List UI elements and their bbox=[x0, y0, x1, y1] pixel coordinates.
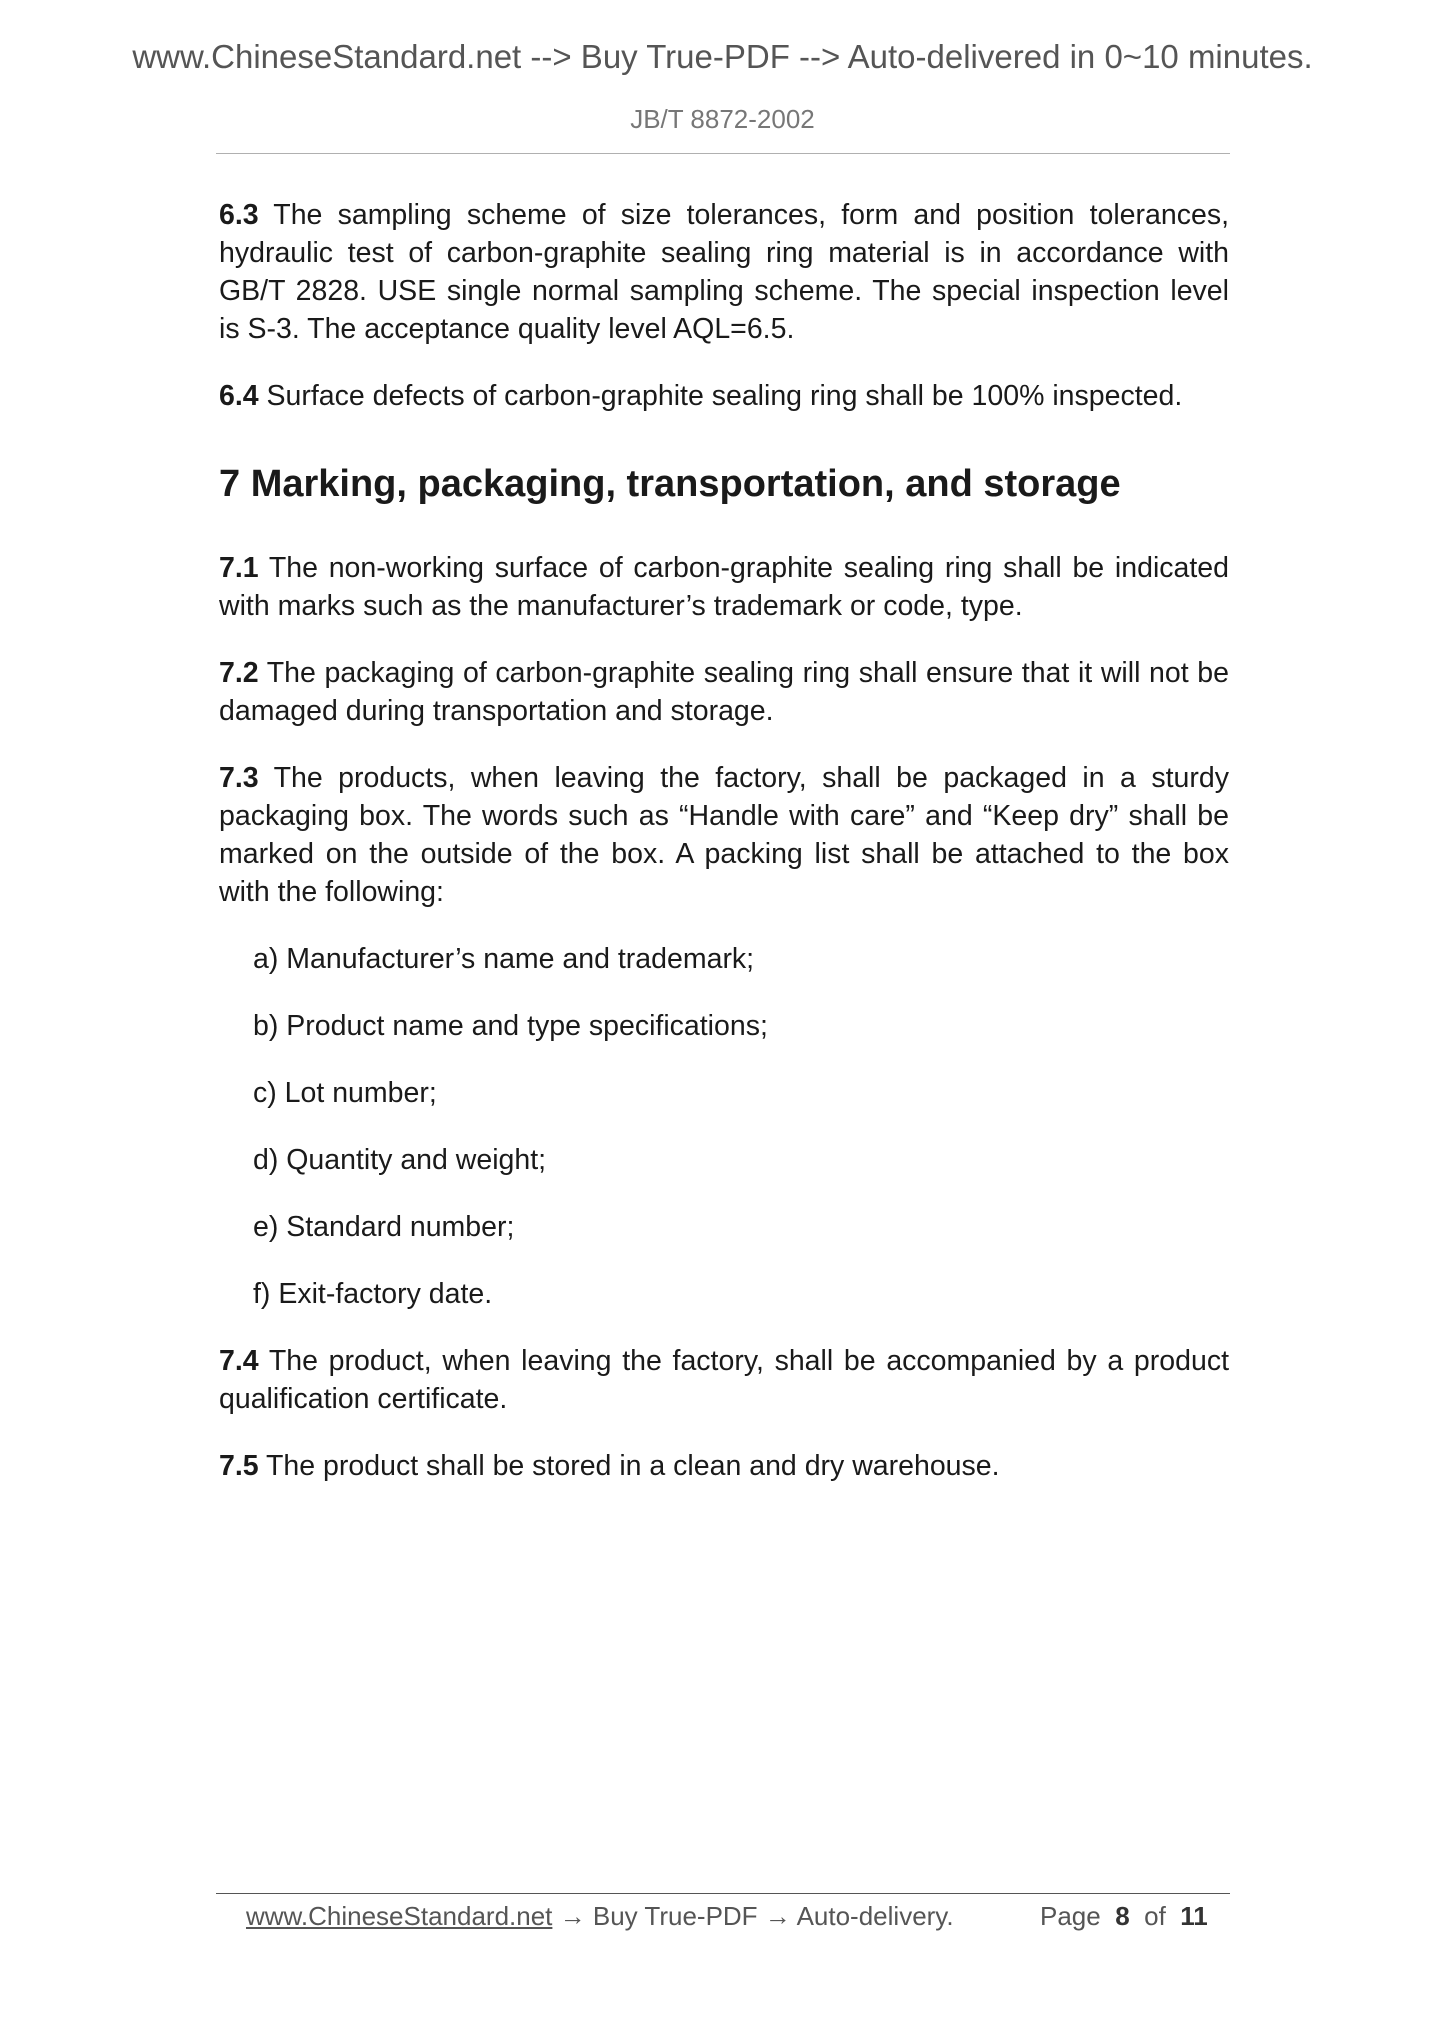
clause-text: The product shall be stored in a clean and dry warehouse. bbox=[258, 1450, 1000, 1482]
clause-6-4 bbox=[219, 377, 1229, 415]
clause-number: 7.3 bbox=[219, 762, 259, 794]
clause-text: Surface defects of carbon-graphite sealing ring shall be 100% inspected. bbox=[258, 380, 1183, 412]
document-code: JB/T 8872-2002 bbox=[630, 104, 815, 134]
packing-list-items bbox=[219, 940, 1229, 1313]
footer-divider bbox=[216, 1893, 1230, 1894]
clause-number: 6.3 bbox=[219, 199, 259, 231]
clause-text: The product, when leaving the factory, shall be accompanied by a product qualification certificate. bbox=[219, 1345, 1229, 1415]
clause-number: 7.1 bbox=[219, 552, 259, 584]
page-footer bbox=[246, 1898, 1206, 1934]
page-content bbox=[219, 196, 1229, 1514]
list-item: d) Quantity and weight; bbox=[253, 1144, 547, 1176]
header-divider bbox=[216, 153, 1230, 154]
clause-number: 6.4 bbox=[219, 380, 259, 412]
clause-7-1 bbox=[219, 549, 1229, 625]
list-item: b) Product name and type specifications; bbox=[253, 1010, 768, 1042]
page-label: Page bbox=[1040, 1901, 1101, 1931]
clause-7-5 bbox=[219, 1447, 1229, 1485]
clause-text: The products, when leaving the factory, shall be packaged in a sturdy packaging box. The words such as “Handle with care” and “Keep dry” shall be marked on the outside of the box. A packing list shall be attached to the box with the following: bbox=[219, 762, 1229, 908]
list-item: e) Standard number; bbox=[253, 1211, 515, 1243]
clause-6-3 bbox=[219, 196, 1229, 348]
clause-number: 7.4 bbox=[219, 1345, 259, 1377]
clause-number: 7.5 bbox=[219, 1450, 259, 1482]
clause-text: The non-working surface of carbon-graphite sealing ring shall be indicated with marks such as the manufacturer’s trademark or code, type. bbox=[219, 552, 1229, 622]
page-current: 8 bbox=[1115, 1901, 1130, 1931]
footer-tagline: → Buy True-PDF → Auto-delivery. bbox=[552, 1901, 954, 1931]
list-item: a) Manufacturer’s name and trademark; bbox=[253, 943, 755, 975]
footer-website-link[interactable]: www.ChineseStandard.net bbox=[246, 1901, 553, 1931]
clause-7-3 bbox=[219, 759, 1229, 911]
clause-7-2 bbox=[219, 654, 1229, 730]
clause-text: The sampling scheme of size tolerances, form and position tolerances, hydraulic test of carbon-graphite sealing ring material is in accordance with GB/T 2828. USE single normal sampling scheme. The special inspection level is S-3. The acceptance quality level AQL=6.5. bbox=[219, 199, 1229, 345]
page-number bbox=[1040, 1898, 1208, 1934]
page-of-label: of bbox=[1144, 1901, 1166, 1931]
clause-number: 7.2 bbox=[219, 657, 259, 689]
header-banner: www.ChineseStandard.net --> Buy True-PDF --> Auto-delivered in 0~10 minutes. bbox=[132, 38, 1313, 75]
section-7-heading: 7 Marking, packaging, transportation, and storage bbox=[219, 463, 1121, 505]
list-item: c) Lot number; bbox=[253, 1077, 437, 1109]
list-item: f) Exit-factory date. bbox=[253, 1278, 493, 1310]
clause-text: The packaging of carbon-graphite sealing ring shall ensure that it will not be damaged during transportation and storage. bbox=[219, 657, 1229, 727]
page-total: 11 bbox=[1180, 1901, 1208, 1931]
clause-7-4 bbox=[219, 1342, 1229, 1418]
